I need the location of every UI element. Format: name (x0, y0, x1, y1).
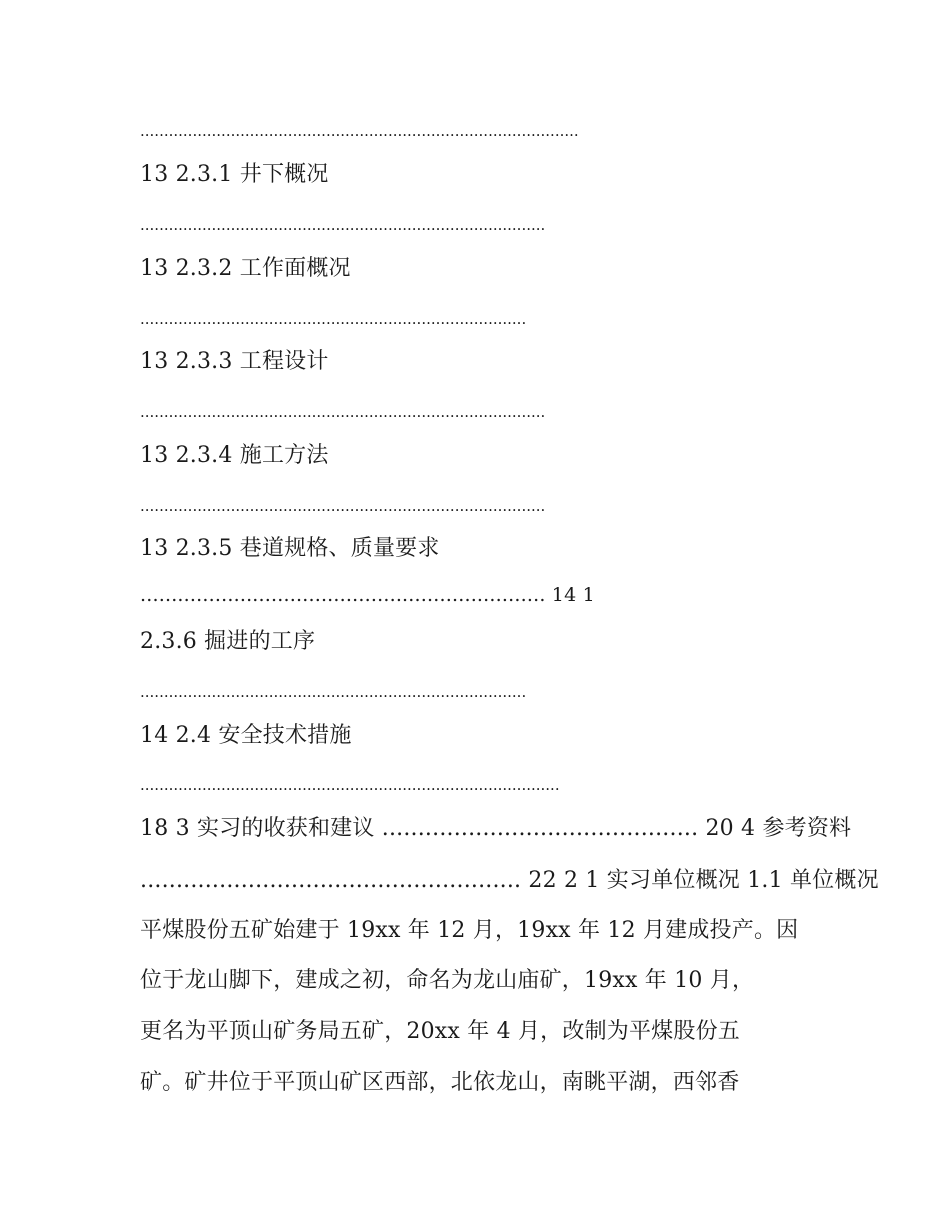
toc-entry: ..................................................... 22 2 1 实习单位概况 1.1 单位概况 (140, 868, 879, 893)
toc-entry: 13 2.3.1 井下概况 (140, 162, 329, 187)
toc-entry: 13 2.3.3 工程设计 (140, 349, 329, 374)
toc-leader-dots: ................................................................................. (140, 683, 527, 701)
toc-leader-dots: ..................................................................................... (140, 216, 546, 234)
toc-entry: 14 2.4 安全技术措施 (140, 723, 352, 748)
toc-entry: ................................................................. 14 1 (140, 584, 595, 606)
body-paragraph-line: 矿。矿井位于平顶山矿区西部，北依龙山，南眺平湖，西邻香 (140, 1070, 740, 1095)
toc-leader-dots: ..................................................................................... (140, 403, 546, 421)
body-paragraph-line: 更名为平顶山矿务局五矿，20xx 年 4 月，改制为平煤股份五 (140, 1019, 740, 1044)
body-paragraph-line: 位于龙山脚下，建成之初，命名为龙山庙矿，19xx 年 10 月， (140, 968, 755, 993)
toc-entry: 13 2.3.5 巷道规格、质量要求 (140, 536, 440, 561)
toc-leader-dots: ........................................................................................ (140, 776, 560, 794)
toc-leader-dots: ............................................................................................ (140, 122, 579, 140)
toc-leader-dots: ................................................................................. (140, 310, 527, 328)
toc-entry: 13 2.3.2 工作面概况 (140, 256, 351, 281)
toc-entry: 2.3.6 掘进的工序 (140, 629, 316, 654)
toc-entry: 18 3 实习的收获和建议 ............................................ 20 4 参考资料 (140, 816, 852, 841)
toc-leader-dots: ..................................................................................... (140, 497, 546, 515)
body-paragraph-line: 平煤股份五矿始建于 19xx 年 12 月，19xx 年 12 月建成投产。因 (140, 918, 799, 943)
toc-entry: 13 2.3.4 施工方法 (140, 443, 329, 468)
